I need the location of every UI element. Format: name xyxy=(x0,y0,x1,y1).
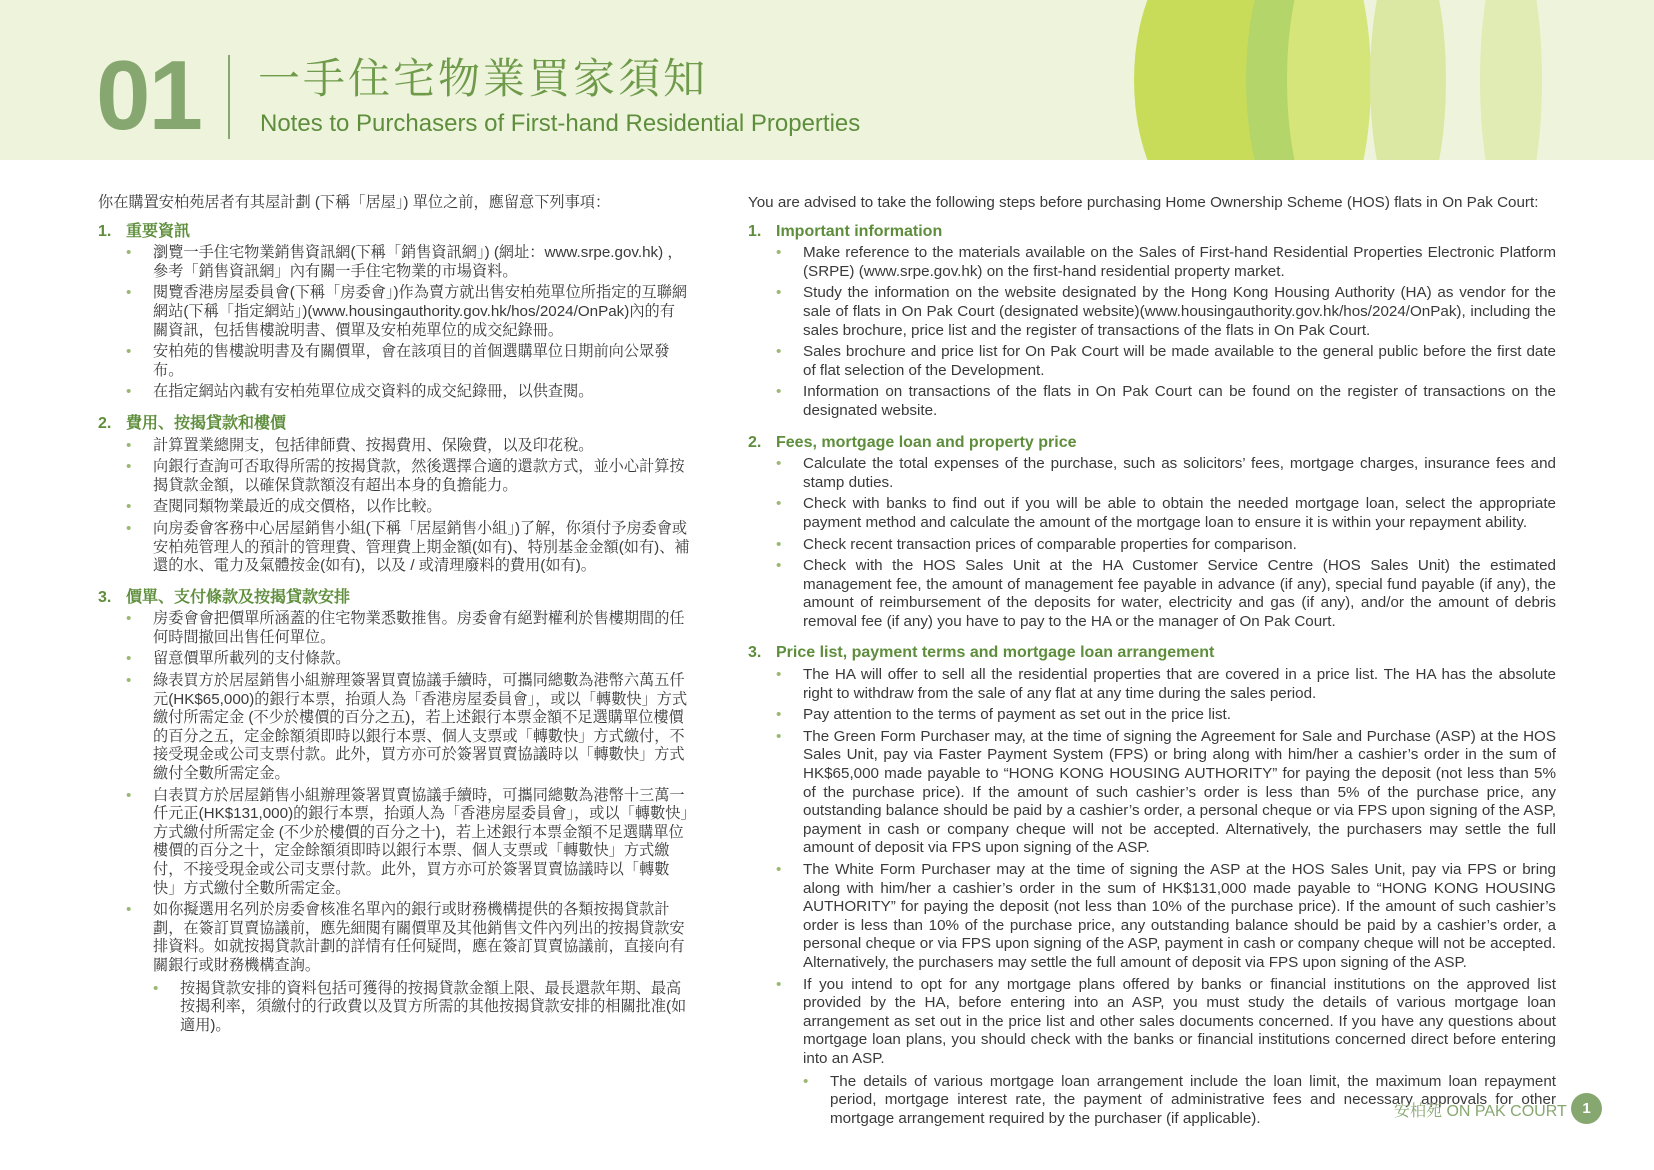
section-price-list xyxy=(748,644,1556,1128)
list-item: • 查閱同類物業最近的成交價格，以作比較。 xyxy=(126,498,690,517)
section-important-info xyxy=(98,223,690,402)
page-title-chinese: 一手住宅物業買家須知 xyxy=(258,55,709,102)
section-number: 1. xyxy=(748,222,762,240)
section-heading: 費用、按揭貸款和樓價 xyxy=(126,414,287,432)
list-item: • Calculate the total expenses of the purchase, such as solicitors’ fees, mortgage charges, insurance fees and stamp duties. xyxy=(776,455,1556,492)
section-heading: Price list, payment terms and mortgage loan arrangement xyxy=(776,644,1215,662)
bullet-list xyxy=(748,244,1556,420)
list-item: • 閱覽香港房屋委員會(下稱「房委會」)作為賣方就出售安柏苑單位所指定的互聯網網站(下稱「指定網站」)(www.housingauthority.gov.hk/hos/2024/OnPak)內的有關資訊，包括售樓說明書、價單及安柏苑單位的成交紀錄冊。 xyxy=(126,284,690,340)
page-header xyxy=(0,0,1654,160)
list-item xyxy=(126,901,690,1035)
list-item: • 留意價單所載列的支付條款。 xyxy=(126,650,690,669)
section-fees xyxy=(748,434,1556,632)
list-item: • Check recent transaction prices of comparable properties for comparison. xyxy=(776,536,1556,555)
section-heading: Important information xyxy=(776,222,943,240)
sub-list-item: • 按揭貸款安排的資料包括可獲得的按揭貸款金額上限、最長還款年期、最高按揭利率，須繳付的行政費以及買方所需的其他按揭貸款安排的相關批准(如適用)。 xyxy=(153,980,690,1036)
bullet-list xyxy=(748,455,1556,631)
list-item: • Check with the HOS Sales Unit at the HA Customer Service Centre (HOS Sales Unit) the estimated management fee, the amount of management fee payable in advance (if any), special fund payable (if any), the amount of reimbursement of the deposits for water, electricity and gas (if any), and/or the amount of debris removal fee (if any) you have to pay to the HA or the manager of On Pak Court. xyxy=(776,557,1556,631)
list-item: • The Green Form Purchaser may, at the time of signing the Agreement for Sale and Purchase (ASP) at the HOS Sales Unit, pay via Faster Payment System (FPS) or bring along with him/her a cashier’s order in the sum of HK$65,000 made payable to “HONG KONG HOUSING AUTHORITY” for paying the deposit (not less than 5% of the purchase price). If the amount of such cashier’s order is less than 5% of the purchase price, any outstanding balance should be paid by a cashier’s order, a personal cheque or via FPS upon signing of the ASP, payment in cash or company cheque will not be accepted. Alternatively, the purchasers may settle the full amount of deposit via FPS upon signing of the ASP. xyxy=(776,728,1556,858)
chapter-number: 01 xyxy=(96,40,202,150)
intro-text: You are advised to take the following steps before purchasing Home Ownership Scheme (HOS) flats in On Pak Court: xyxy=(748,194,1539,211)
section-number: 3. xyxy=(748,644,762,662)
decorative-leaf-shape xyxy=(1480,0,1542,160)
section-number: 3. xyxy=(98,588,112,606)
list-item: • 綠表買方於居屋銷售小組辦理簽署買賣協議手續時，可攜同總數為港幣六萬五仟元(HK$65,000)的銀行本票，抬頭人為「香港房屋委員會」，或以「轉數快」方式繳付所需定金 (不少於樓價的百分之五)，若上述銀行本票金額不足選購單位樓價的百分之五，定金餘額須即時以銀行本票、個人支票或「轉數快」方式繳付，不接受現金或公司支票付款。此外，買方亦可於簽署買賣協議時以「轉數快」方式繳付全數所需定金。 xyxy=(126,672,690,784)
list-item: • 瀏覽一手住宅物業銷售資訊網(下稱「銷售資訊網」) (網址：www.srpe.gov.hk) ，參考「銷售資訊網」內有關一手住宅物業的市場資料。 xyxy=(126,244,690,281)
bullet-list xyxy=(98,610,690,1035)
english-column xyxy=(748,194,1556,1141)
sub-bullet-list xyxy=(153,980,690,1036)
list-item: • 安柏苑的售樓說明書及有關價單，會在該項目的首個選購單位日期前向公眾發布。 xyxy=(126,343,690,380)
list-item: • 在指定網站內載有安柏苑單位成交資料的成交紀錄冊，以供查閱。 xyxy=(126,383,690,402)
list-item: • 白表買方於居屋銷售小組辦理簽署買賣協議手續時，可攜同總數為港幣十三萬一仟元正(HK$131,000)的銀行本票，抬頭人為「香港房屋委員會」，或以「轉數快」方式繳付所需定金 (不少於樓價的百分之十)，若上述銀行本票金額不足選購單位樓價的百分之十，定金餘額須即時以銀行本票、個人支票或「轉數快」方式繳付，不接受現金或公司支票付款。此外，買方亦可於簽署買賣協議時以「轉數快」方式繳付全數所需定金。 xyxy=(126,787,690,899)
section-number: 2. xyxy=(98,414,112,432)
list-item: • Check with banks to find out if you will be able to obtain the needed mortgage loan, select the appropriate payment method and calculate the amount of the mortgage loan to ensure it is within your repayment ability. xyxy=(776,495,1556,532)
section-number: 1. xyxy=(98,222,112,240)
section-important-info xyxy=(748,223,1556,421)
intro-text: 你在購置安柏苑居者有其屋計劃 (下稱「居屋」) 單位之前，應留意下列事項： xyxy=(98,194,611,211)
chinese-column xyxy=(98,194,690,1048)
section-number: 2. xyxy=(748,433,762,451)
footer-estate-name: 安柏苑 ON PAK COURT xyxy=(1394,1103,1567,1120)
section-fees xyxy=(98,415,690,576)
sub-list-item: • The details of various mortgage loan arrangement include the loan limit, the maximum loan repayment period, mortgage interest rate, the payment of administrative fees and necessary approvals for other mortgage arrangement required by the purchaser (if applicable). xyxy=(803,1073,1556,1129)
bullet-list xyxy=(748,666,1556,1128)
list-item-text: 如你擬選用名列於房委會核准名單內的銀行或財務機構提供的各類按揭貸款計劃，在簽訂買賣協議前，應先細閱有關價單及其他銷售文件內列出的按揭貸款安排資料。如就按揭貸款計劃的詳情有任何疑問，應在簽訂買賣協議前，直接向有關銀行或財務機構查詢。 xyxy=(153,901,685,974)
page-number-badge: 1 xyxy=(1571,1093,1602,1124)
list-item: • Study the information on the website designated by the Hong Kong Housing Authority (HA) as vendor for the sale of flats in On Pak Court (designated website)(www.housingauthority.gov.hk/hos/2024/OnPak), including the sales brochure, price list and the register of transactions of the flats in On Pak Court. xyxy=(776,284,1556,340)
bullet-list xyxy=(98,437,690,576)
list-item: • The White Form Purchaser may at the time of signing the ASP at the HOS Sales Unit, pay via FPS or bring along with him/her a cashier’s order in the sum of HK$131,000 made payable to “HONG KONG HOUSING AUTHORITY” for paying the deposit (not less than 10% of the purchase price). If the amount of such cashier’s order is less than 10% of the purchase price, any outstanding balance should be paid by a cashier’s order, a personal cheque or via FPS upon signing of the ASP, payment in cash or company cheque will not be accepted. Alternatively, the purchasers may settle the full amount of deposit via FPS upon signing of the ASP. xyxy=(776,861,1556,973)
list-item: • 向房委會客務中心居屋銷售小組(下稱「居屋銷售小組」)了解，你須付予房委會或安柏苑管理人的預計的管理費、管理費上期金額(如有)、特別基金金額(如有)、補還的水、電力及氣體按金(如有)，以及 / 或清理廢料的費用(如有)。 xyxy=(126,520,690,576)
list-item: • Make reference to the materials available on the Sales of First-hand Residential Properties Electronic Platform (SRPE) (www.srpe.gov.hk) on the first-hand residential property market. xyxy=(776,244,1556,281)
section-heading: Fees, mortgage loan and property price xyxy=(776,433,1077,451)
section-price-list xyxy=(98,589,690,1036)
list-item: • Sales brochure and price list for On Pak Court will be made available to the general public before the first date of flat selection of the Development. xyxy=(776,343,1556,380)
list-item: • 房委會會把價單所涵蓋的住宅物業悉數推售。房委會有絕對權利於售樓期間的任何時間撤回出售任何單位。 xyxy=(126,610,690,647)
header-divider xyxy=(228,55,230,139)
decorative-leaf-shape xyxy=(1370,0,1446,160)
decorative-leaf-shape xyxy=(1287,0,1371,160)
page-title-english: Notes to Purchasers of First-hand Residential Properties xyxy=(260,110,861,137)
list-item: • 計算置業總開支，包括律師費、按揭費用、保險費，以及印花稅。 xyxy=(126,437,690,456)
section-heading: 價單、支付條款及按揭貸款安排 xyxy=(126,588,351,606)
list-item: • Information on transactions of the flats in On Pak Court can be found on the register of transactions on the designated website. xyxy=(776,383,1556,420)
list-item-text: If you intend to opt for any mortgage plans offered by banks or financial institutions on the approved list provided by the HA, before entering into an ASP, you must study the details of various mortgage loan arrangement as set out in the price list and other sales documents concerned. If you have any questions about mortgage loan plans, you should check with the banks or financial institutions concerned direct before entering into an ASP. xyxy=(803,975,1556,1067)
bullet-list xyxy=(98,244,690,402)
list-item: • 向銀行查詢可否取得所需的按揭貸款，然後選擇合適的還款方式，並小心計算按揭貸款金額，以確保貸款額沒有超出本身的負擔能力。 xyxy=(126,458,690,495)
list-item: • Pay attention to the terms of payment as set out in the price list. xyxy=(776,706,1556,725)
list-item: • The HA will offer to sell all the residential properties that are covered in a price list. The HA has the absolute right to withdraw from the sale of any flat at any time during the sales period. xyxy=(776,666,1556,703)
section-heading: 重要資訊 xyxy=(126,222,191,240)
